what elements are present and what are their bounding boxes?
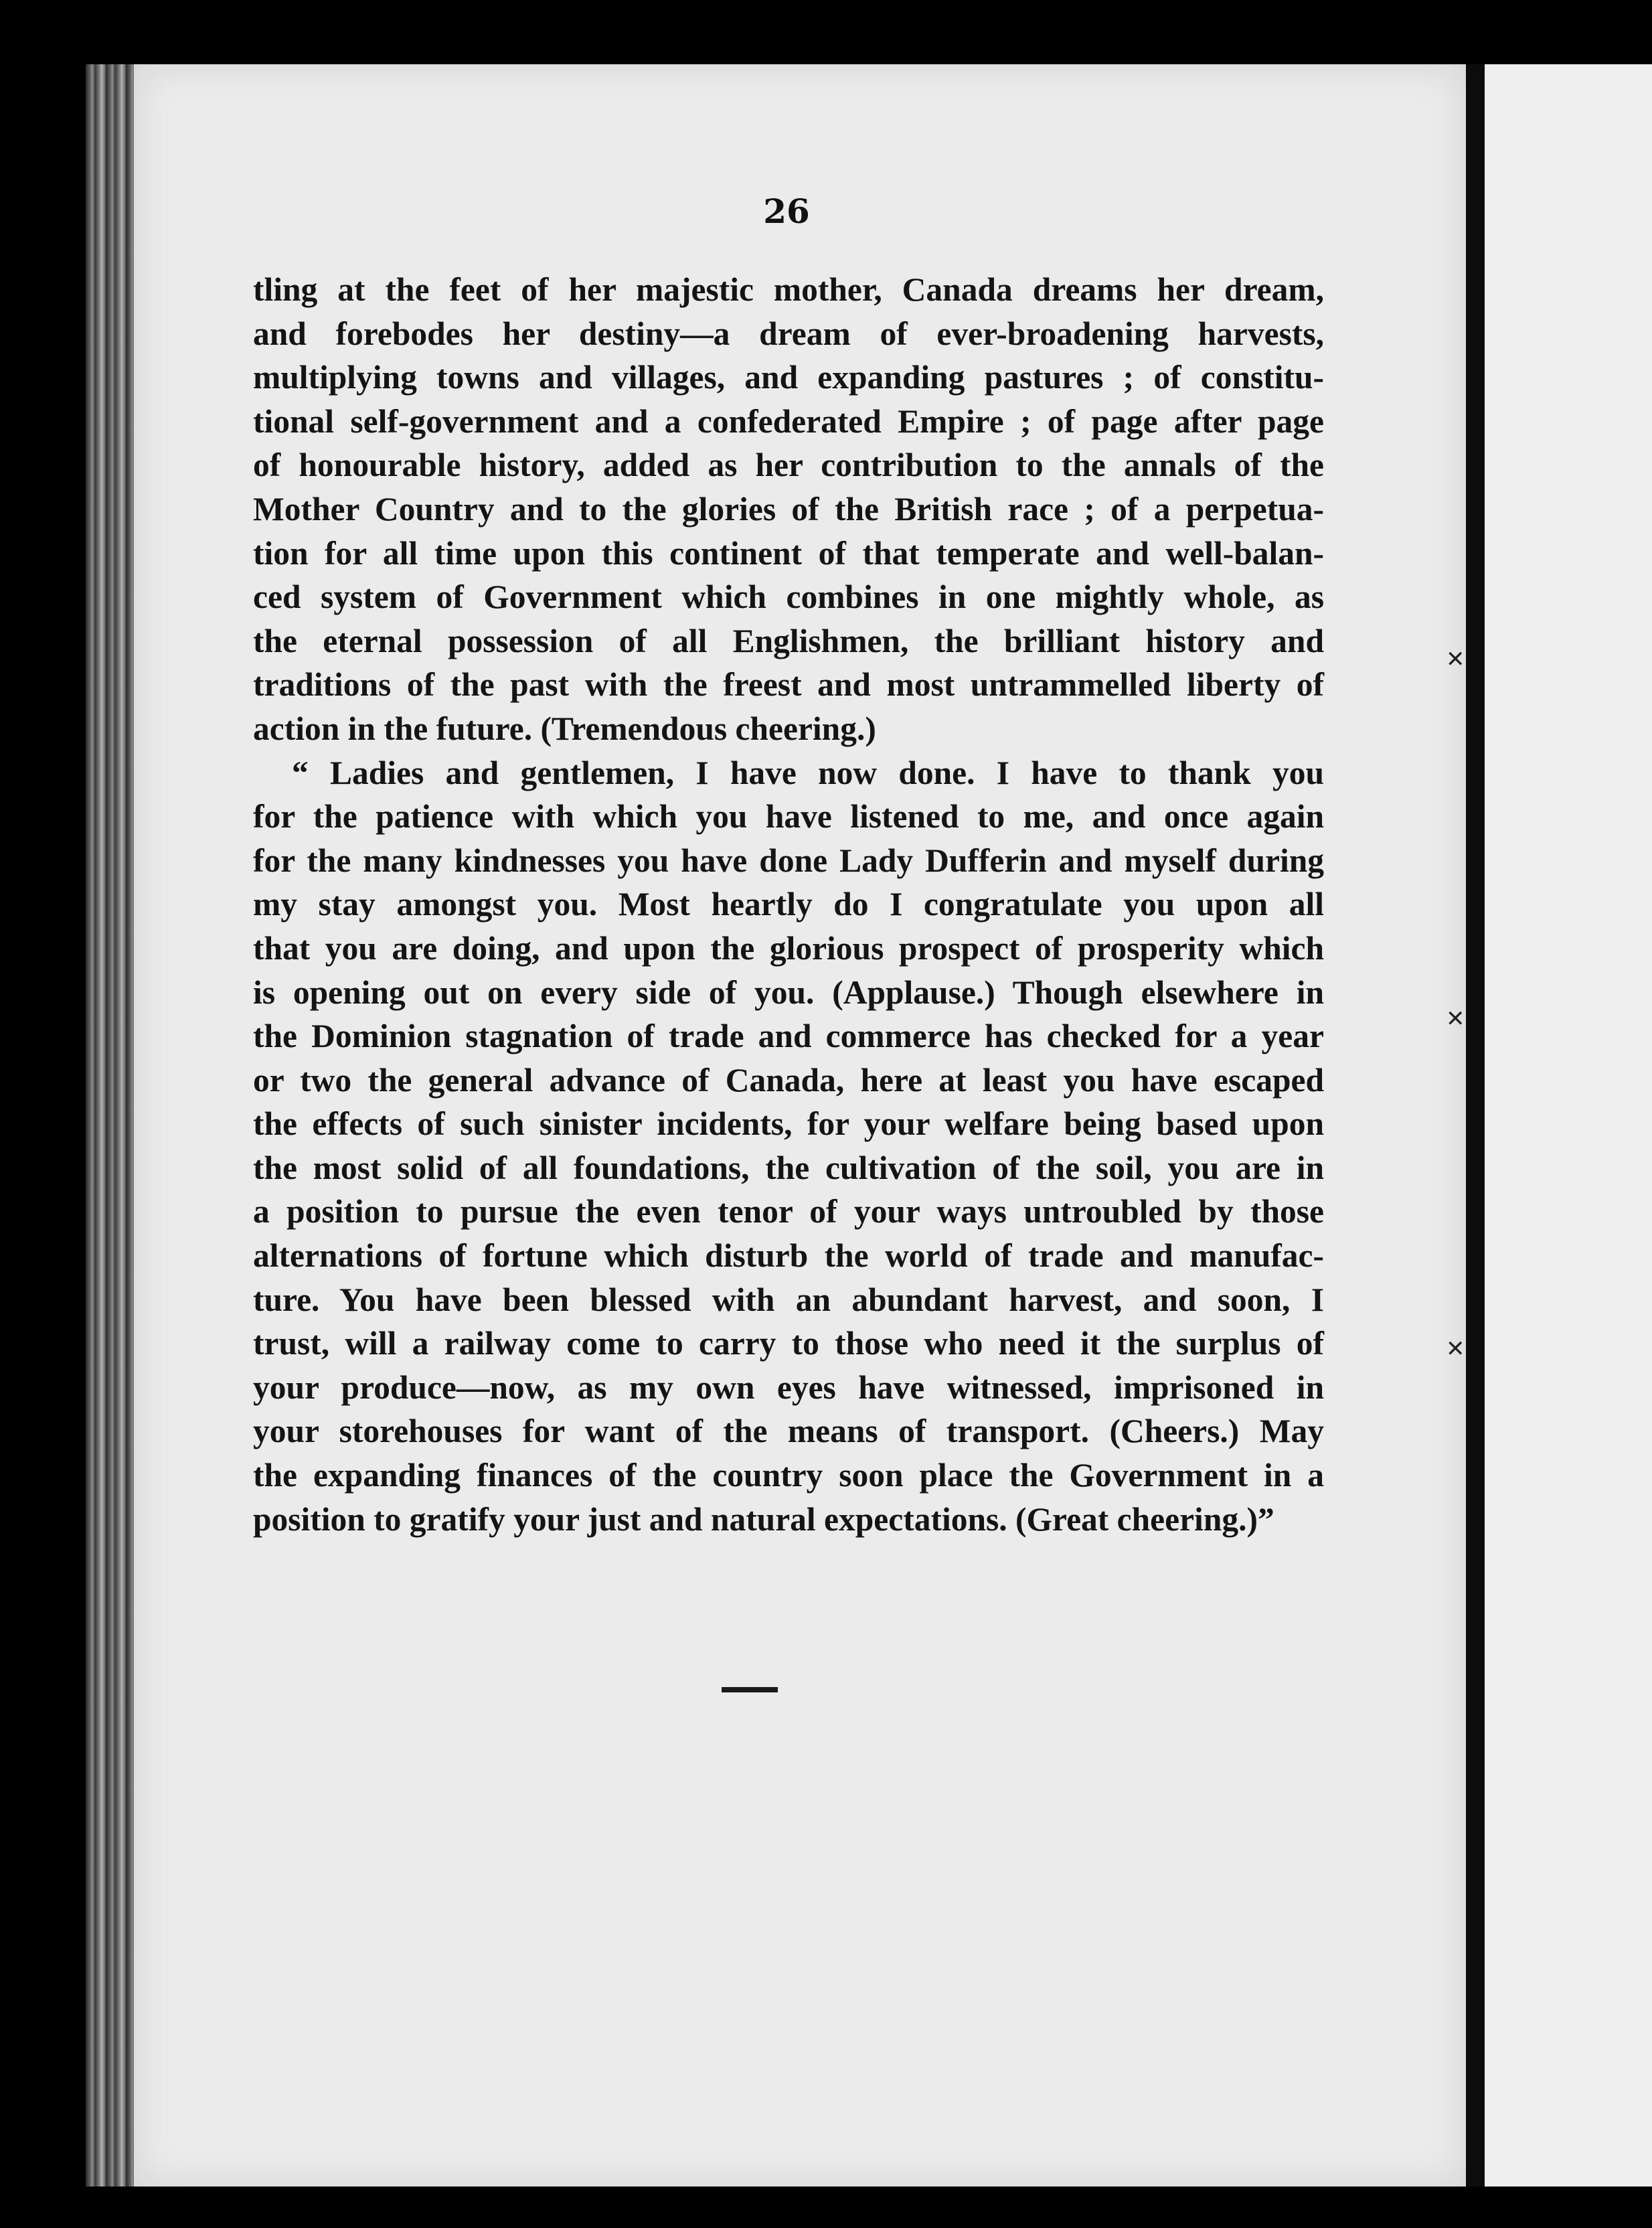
text-line: tional self-government and a confederated Empire ; of page after page bbox=[253, 402, 1324, 440]
text-line: the effects of such sinister incidents, for your welfare being based upon bbox=[253, 1105, 1324, 1143]
facing-page-edge bbox=[1485, 64, 1652, 2186]
text-line: ced system of Government which combines in one mightly whole, as bbox=[253, 578, 1324, 616]
text-line: or two the general advance of Canada, here at least you have escaped bbox=[253, 1061, 1324, 1099]
scan-bottom-border bbox=[86, 2186, 1652, 2228]
text-line: alternations of fortune which disturb the world of trade and manufac- bbox=[253, 1237, 1324, 1275]
text-line: multiplying towns and villages, and expanding pastures ; of constitu- bbox=[253, 359, 1324, 396]
text-line: the most solid of all foundations, the cultivation of the soil, you are in bbox=[253, 1149, 1324, 1186]
page-gutter bbox=[1466, 64, 1485, 2186]
text-line: for the many kindnesses you have done Lady Dufferin and myself during bbox=[253, 842, 1324, 879]
text-line: the eternal possession of all Englishmen, the brilliant history and bbox=[253, 622, 1324, 659]
text-line: “ Ladies and gentlemen, I have now done. I have to thank you bbox=[292, 754, 1324, 791]
text-line: and forebodes her destiny—a dream of ever-broadening harvests, bbox=[253, 315, 1324, 352]
margin-mark-icon: ✕ bbox=[1446, 1336, 1465, 1362]
text-line: is opening out on every side of you. (Applause.) Though elsewhere in bbox=[253, 973, 1324, 1011]
text-line: of honourable history, added as her contribution to the annals of the bbox=[253, 447, 1324, 484]
margin-mark-icon: ✕ bbox=[1446, 646, 1465, 673]
text-line: ture. You have been blessed with an abundant harvest, and soon, I bbox=[253, 1281, 1324, 1318]
text-line: tling at the feet of her majestic mother, Canada dreams her dream, bbox=[253, 271, 1324, 308]
text-line: that you are doing, and upon the glorious prospect of prosperity which bbox=[253, 929, 1324, 967]
text-line: trust, will a railway come to carry to those who need it the surplus of bbox=[253, 1325, 1324, 1362]
page-number: 26 bbox=[763, 191, 810, 231]
text-line: the expanding finances of the country soon place the Government in a bbox=[253, 1457, 1324, 1494]
end-rule-divider bbox=[722, 1687, 778, 1692]
text-line: a position to pursue the even tenor of your ways untroubled by those bbox=[253, 1193, 1324, 1230]
text-line: position to gratify your just and natural expectations. (Great cheering.)” bbox=[253, 1500, 1274, 1538]
text-line: Mother Country and to the glories of the British race ; of a perpetua- bbox=[253, 490, 1324, 528]
text-line: the Dominion stagnation of trade and commerce has checked for a year bbox=[253, 1018, 1324, 1055]
text-line: your storehouses for want of the means of transport. (Cheers.) May bbox=[253, 1413, 1324, 1450]
body-text bbox=[253, 268, 1324, 1541]
text-line: traditions of the past with the freest and most untrammelled liberty of bbox=[253, 666, 1324, 704]
text-line: for the patience with which you have listened to me, and once again bbox=[253, 798, 1324, 836]
text-line: your produce—now, as my own eyes have witnessed, imprisoned in bbox=[253, 1368, 1324, 1406]
text-line: my stay amongst you. Most heartly do I congratulate you upon all bbox=[253, 886, 1324, 923]
margin-mark-icon: ✕ bbox=[1446, 1006, 1465, 1032]
text-line: action in the future. (Tremendous cheering.) bbox=[253, 710, 876, 747]
text-line: tion for all time upon this continent of that temperate and well-balan- bbox=[253, 534, 1324, 572]
